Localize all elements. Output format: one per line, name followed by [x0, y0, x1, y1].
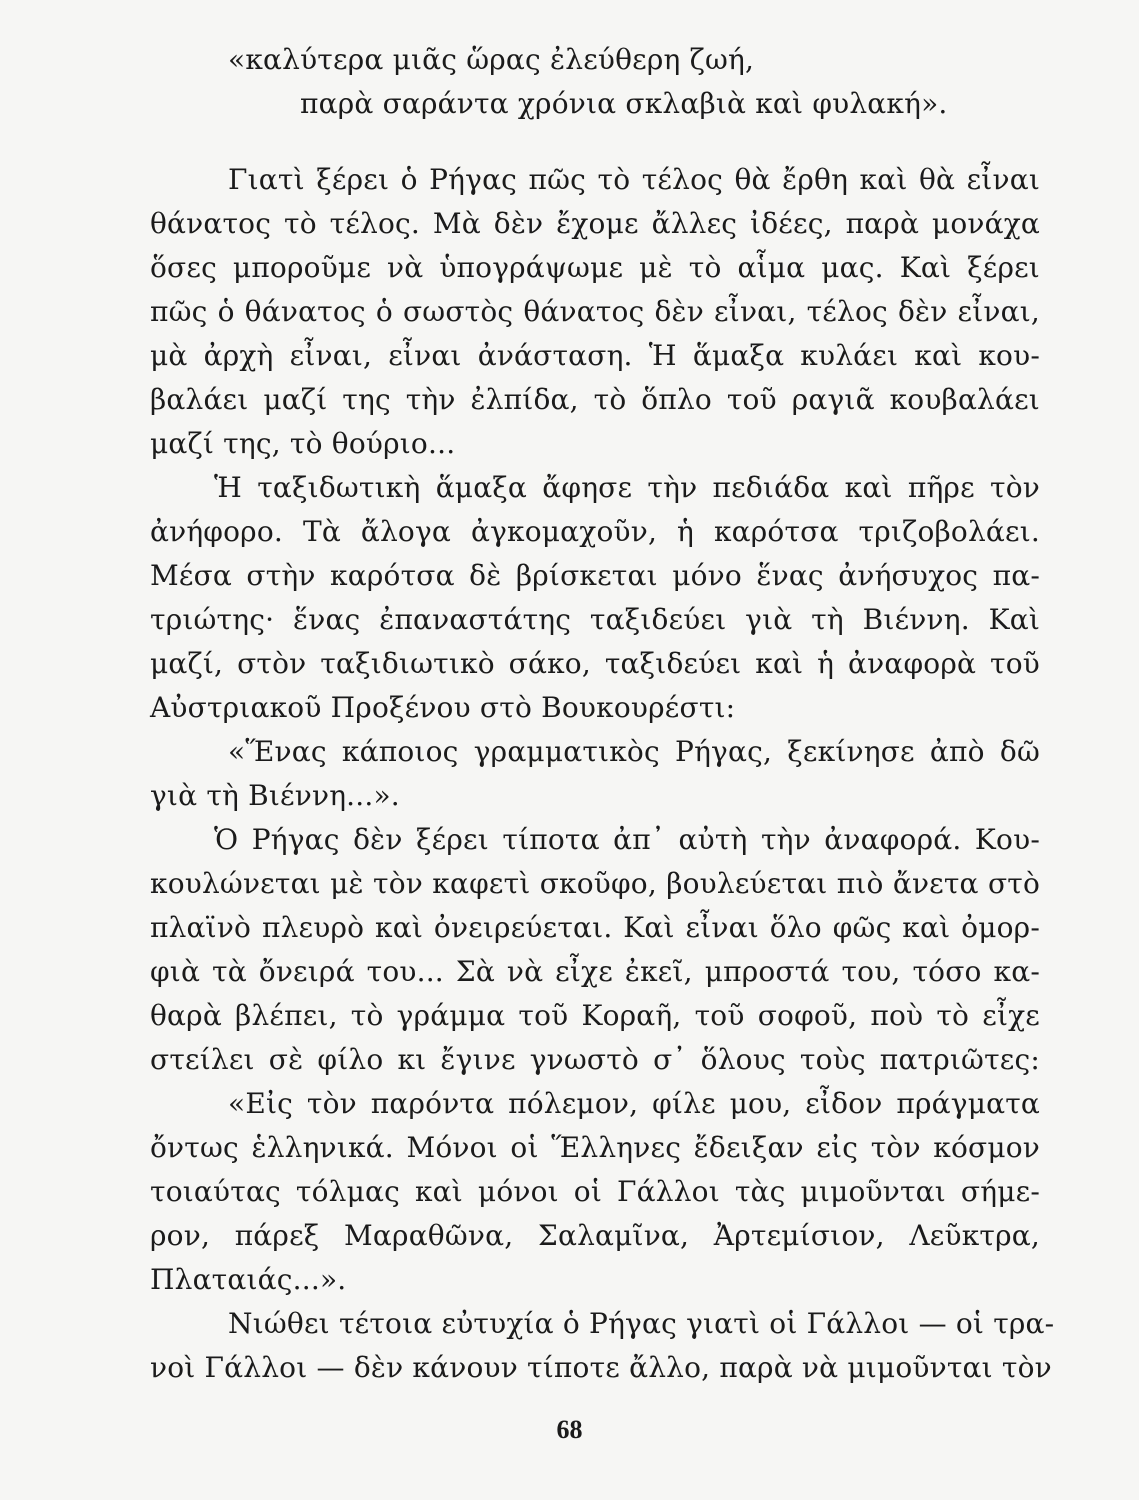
- page-number: 68: [556, 1415, 583, 1444]
- text-line: πῶς ὁ θάνατος ὁ σωστὸς θάνατος δὲν εἶναι, τέλος δὲν εἶναι,: [150, 295, 1040, 328]
- quote-line: ὄντως ἑλληνικά. Μόνοι οἱ Ἕλληνες ἔδειξαν εἰς τὸν κόσμον: [150, 1131, 1040, 1164]
- text-line: πλαϊνὸ πλευρὸ καὶ ὀνειρεύεται. Καὶ εἶναι ὅλο φῶς καὶ ὀμορ-: [150, 911, 1040, 944]
- text-line: Γιατὶ ξέρει ὁ Ρήγας πῶς τὸ τέλος θὰ ἔρθη καὶ θὰ εἶναι: [228, 163, 1040, 196]
- text-line: ὅσες μποροῦμε νὰ ὑπογράψωμε μὲ τὸ αἷμα μας. Καὶ ξέρει: [150, 251, 1040, 284]
- text-line: θάνατος τὸ τέλος. Μὰ δὲν ἔχομε ἄλλες ἰδέες, παρὰ μονάχα: [150, 207, 1040, 240]
- quote-line: «Εἰς τὸν παρόντα πόλεμον, φίλε μου, εἶδον πράγματα: [228, 1087, 1040, 1120]
- text-line: μὰ ἀρχὴ εἶναι, εἶναι ἀνάσταση. Ἡ ἅμαξα κυλάει καὶ κου-: [150, 339, 1040, 372]
- text-line: στείλει σὲ φίλο κι ἔγινε γνωστὸ σ᾽ ὅλους τοὺς πατριῶτες:: [150, 1043, 1040, 1076]
- quote-line: «Ἕνας κάποιος γραμματικὸς Ρήγας, ξεκίνησε ἀπὸ δῶ: [228, 735, 1040, 768]
- quote-line: Πλαταιάς...».: [150, 1263, 347, 1296]
- text-line: φιὰ τὰ ὄνειρά του... Σὰ νὰ εἶχε ἐκεῖ, μπροστά του, τόσο κα-: [150, 955, 1040, 988]
- text-line: Αὐστριακοῦ Προξένου στὸ Βουκουρέστι:: [150, 691, 736, 724]
- text-line: θαρὰ βλέπει, τὸ γράμμα τοῦ Κοραῆ, τοῦ σοφοῦ, ποὺ τὸ εἶχε: [150, 999, 1040, 1032]
- quote-line: τοιαύτας τόλμας καὶ μόνοι οἱ Γάλλοι τὰς μιμοῦνται σήμε-: [150, 1175, 1040, 1208]
- text-line: Ὁ Ρήγας δὲν ξέρει τίποτα ἀπ᾽ αὐτὴ τὴν ἀναφορά. Κου-: [214, 823, 1040, 856]
- verse-line-2: παρὰ σαράντα χρόνια σκλαβιὰ καὶ φυλακή».: [300, 87, 948, 120]
- quote-line: γιὰ τὴ Βιέννη...».: [150, 779, 400, 812]
- quote-line: ρον, πάρεξ Μαραθῶνα, Σαλαμῖνα, Ἀρτεμίσιον, Λεῦκτρα,: [150, 1219, 1040, 1252]
- text-line: μαζί, στὸν ταξιδιωτικὸ σάκο, ταξιδεύει καὶ ἡ ἀναφορὰ τοῦ: [150, 647, 1040, 680]
- text-line: Ἡ ταξιδωτικὴ ἅμαξα ἄφησε τὴν πεδιάδα καὶ πῆρε τὸν: [214, 471, 1040, 504]
- verse-line-1: «καλύτερα μιᾶς ὥρας ἐλεύθερη ζωή,: [228, 43, 755, 76]
- text-line: τριώτης· ἕνας ἐπαναστάτης ταξιδεύει γιὰ τὴ Βιέννη. Καὶ: [150, 603, 1040, 636]
- text-line: κουλώνεται μὲ τὸν καφετὶ σκοῦφο, βουλεύεται πιὸ ἄνετα στὸ: [150, 867, 1040, 900]
- text-line: Μέσα στὴν καρότσα δὲ βρίσκεται μόνο ἕνας ἀνήσυχος πα-: [150, 559, 1040, 592]
- text-line: μαζί της, τὸ θούριο...: [150, 427, 456, 460]
- text-line: νοὶ Γάλλοι — δὲν κάνουν τίποτε ἄλλο, παρὰ νὰ μιμοῦνται τὸν: [150, 1351, 1052, 1384]
- text-line: Νιώθει τέτοια εὐτυχία ὁ Ρήγας γιατὶ οἱ Γάλλοι — οἱ τρα-: [228, 1307, 1055, 1340]
- text-line: βαλάει μαζί της τὴν ἐλπίδα, τὸ ὅπλο τοῦ ραγιᾶ κουβαλάει: [150, 383, 1040, 416]
- text-line: ἀνήφορο. Τὰ ἄλογα ἀγκομαχοῦν, ἡ καρότσα τριζοβολάει.: [150, 515, 1040, 548]
